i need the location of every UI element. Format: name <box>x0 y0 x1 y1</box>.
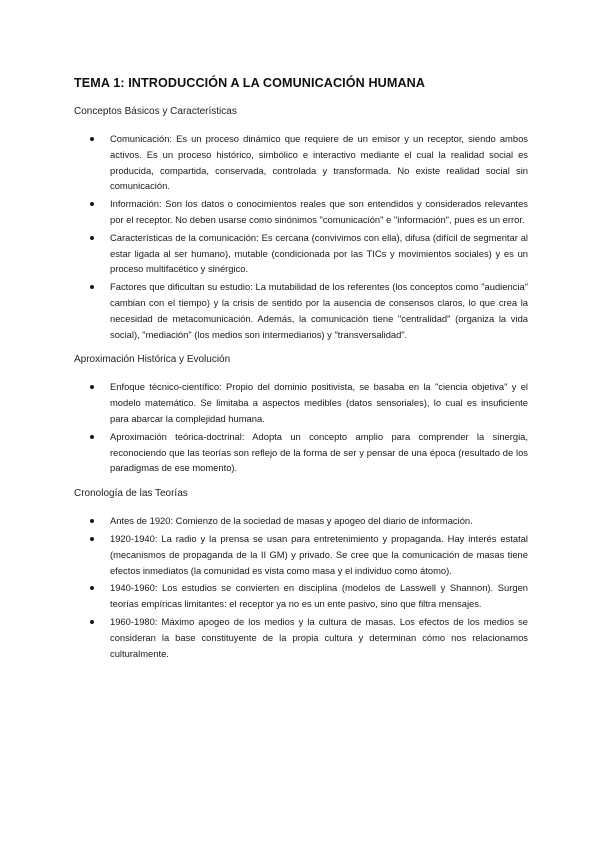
section-heading-aproximacion: Aproximación Histórica y Evolución <box>74 354 231 366</box>
list-item-text: Información: Son los datos o conocimientos reales que son entendidos y considerados relevantes por el receptor. No deben usarse como sinónimos "comunicación" e "información", pues es un error. <box>110 198 528 225</box>
bullet-icon <box>90 435 94 439</box>
list-item <box>72 580 528 612</box>
bullet-icon <box>90 519 94 523</box>
bullet-list-aproximacion <box>72 379 528 476</box>
list-item <box>72 279 528 342</box>
list-item <box>72 429 528 476</box>
list-item <box>72 531 528 578</box>
bullet-icon <box>90 137 94 141</box>
bullet-list-conceptos <box>72 131 528 342</box>
list-item <box>72 513 528 529</box>
list-item <box>72 230 528 277</box>
list-item-text: Antes de 1920: Comienzo de la sociedad de masas y apogeo del diario de información. <box>110 515 473 527</box>
bullet-icon <box>90 537 94 541</box>
list-item <box>72 614 528 661</box>
list-item-text: Enfoque técnico-científico: Propio del dominio positivista, se basaba en la "ciencia objetiva" y el modelo matemático. Se limitaba a aspectos medibles (datos sensoriales), lo cual es insuficiente para abarcar la complejidad humana. <box>110 381 528 424</box>
page-title: TEMA 1: INTRODUCCIÓN A LA COMUNICACIÓN HUMANA <box>74 76 426 90</box>
list-item-text: Aproximación teórica-doctrinal: Adopta un concepto amplio para comprender la sinergia, reconociendo que las teorías son reflejo de la forma de ser y pensar de una época (resultado de los paradigmas de ese momento). <box>110 430 528 474</box>
section-heading-cronologia: Cronología de las Teorías <box>74 488 188 500</box>
list-item <box>72 379 528 426</box>
list-item <box>72 196 528 228</box>
list-item-text: Características de la comunicación: Es cercana (convivimos con ella), difusa (difícil de segmentar al estar ligada al ser humano), mutable (condicionada por las TICs y movimientos sociales) y es un proceso multifacético y sinérgico. <box>110 231 528 275</box>
list-item-text: 1940-1960: Los estudios se convierten en disciplina (modelos de Lasswell y Shannon). Surgen teorías empíricas limitantes: el receptor ya no es un ente pasivo, sino que filtra mensajes. <box>110 582 528 610</box>
list-item <box>72 131 528 194</box>
list-item-text: 1920-1940: La radio y la prensa se usan para entretenimiento y propaganda. Hay interés estatal (mecanismos de propaganda de la II GM) y privado. Se cree que la comunicación de masas tiene efectos inmediatos (la comunidad es vista como masa y el individuo como átomo). <box>110 532 528 576</box>
list-item-text: Factores que dificultan su estudio: La mutabilidad de los referentes (los conceptos como "audiencia" cambian con el tiempo) y la crisis de sentido por la ausencia de consensos claros, lo que crea la necesidad de metacomunicación. Además, la comunicación tiene "centralidad" (organiza la vida social), "mediación" (los medios son intermediarios) y "transversalidad". <box>110 281 528 340</box>
bullet-icon <box>90 385 94 389</box>
bullet-icon <box>90 586 94 590</box>
bullet-icon <box>90 285 94 289</box>
bullet-list-cronologia <box>72 513 528 661</box>
bullet-icon <box>90 620 94 624</box>
bullet-icon <box>90 236 94 240</box>
section-heading-conceptos: Conceptos Básicos y Características <box>74 106 237 117</box>
list-item-text: Comunicación: Es un proceso dinámico que requiere de un emisor y un receptor, siendo ambos activos. Es un proceso histórico, simbólico e interactivo mediante el cual la realidad social es producida, compartida, conservada, controlada y transformada. No existe realidad social sin comunicación. <box>110 133 528 192</box>
list-item-text: 1960-1980: Máximo apogeo de los medios y la cultura de masas. Los efectos de los medios se consideran la base constituyente de la propia cultura y determinan cómo nos relacionamos culturalmente. <box>110 615 528 659</box>
bullet-icon <box>90 202 94 206</box>
